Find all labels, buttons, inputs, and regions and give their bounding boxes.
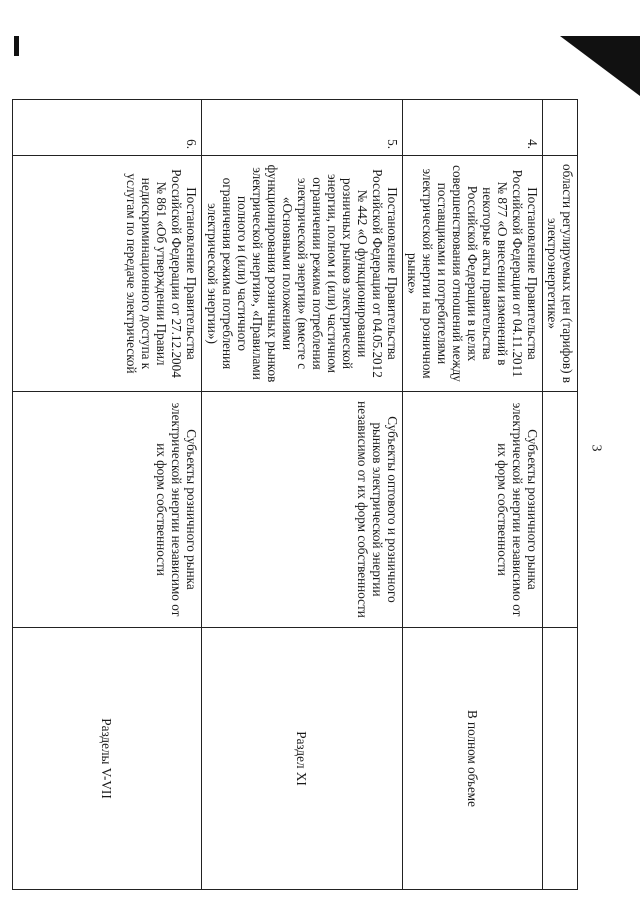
- margin-mark: [14, 36, 19, 56]
- cell-empty: [543, 392, 578, 628]
- subjects-cell: Субъекты розничного рынка электрической энергии независимо от их форм собственности: [13, 392, 202, 628]
- document-cell: Постановление Правительства Российской Федерации от 04.11.2011 № 877 «О внесении изменений в некоторые акты правительства Российской Федерации в целях совершенствования отношений между поставщиками и потребителями электрической энергии на розничном рынке»: [403, 156, 543, 392]
- cell-empty: [543, 100, 578, 156]
- table-row: [202, 100, 403, 890]
- table-row-continuation: [543, 100, 578, 890]
- scan-corner-shadow: [560, 36, 640, 96]
- scope-cell: Разделы V-VII: [13, 628, 202, 890]
- row-number: 4.: [403, 100, 543, 156]
- row-number: 5.: [202, 100, 403, 156]
- cell-empty: [543, 628, 578, 890]
- page-number: 3: [588, 444, 604, 452]
- document-cell: Постановление Правительства Российской Федерации от 27.12.2004 № 861 «Об утверждении Правил недискриминационного доступа к услугам по передаче электрической: [13, 156, 202, 392]
- cell-continuation: области регулируемых цен (тарифов) в электроэнергетике»: [543, 156, 578, 392]
- subjects-cell: Субъекты оптового и розничного рынков электрической энергии независимо от их форм собственности: [202, 392, 403, 628]
- row-number: 6.: [13, 100, 202, 156]
- scope-cell: В полном объеме: [403, 628, 543, 890]
- subjects-cell: Субъекты розничного рынка электрической энергии независимо от их форм собственности: [403, 392, 543, 628]
- table-row: [403, 100, 543, 890]
- document-cell: Постановление Правительства Российской Федерации от 04.05.2012 № 442 «О функционировании розничных рынков электрической энергии, полном и (или) частичном ограничении режима потребления электрической энергии» (вместе с «Основными положениями функционирования розничных рынков электрической энергии», «Правилами полного и (или) частичного ограничения режима потребления электрической энергии»): [202, 156, 403, 392]
- scope-cell: Раздел XI: [202, 628, 403, 890]
- regulations-table: [12, 99, 578, 890]
- table-row: [13, 100, 202, 890]
